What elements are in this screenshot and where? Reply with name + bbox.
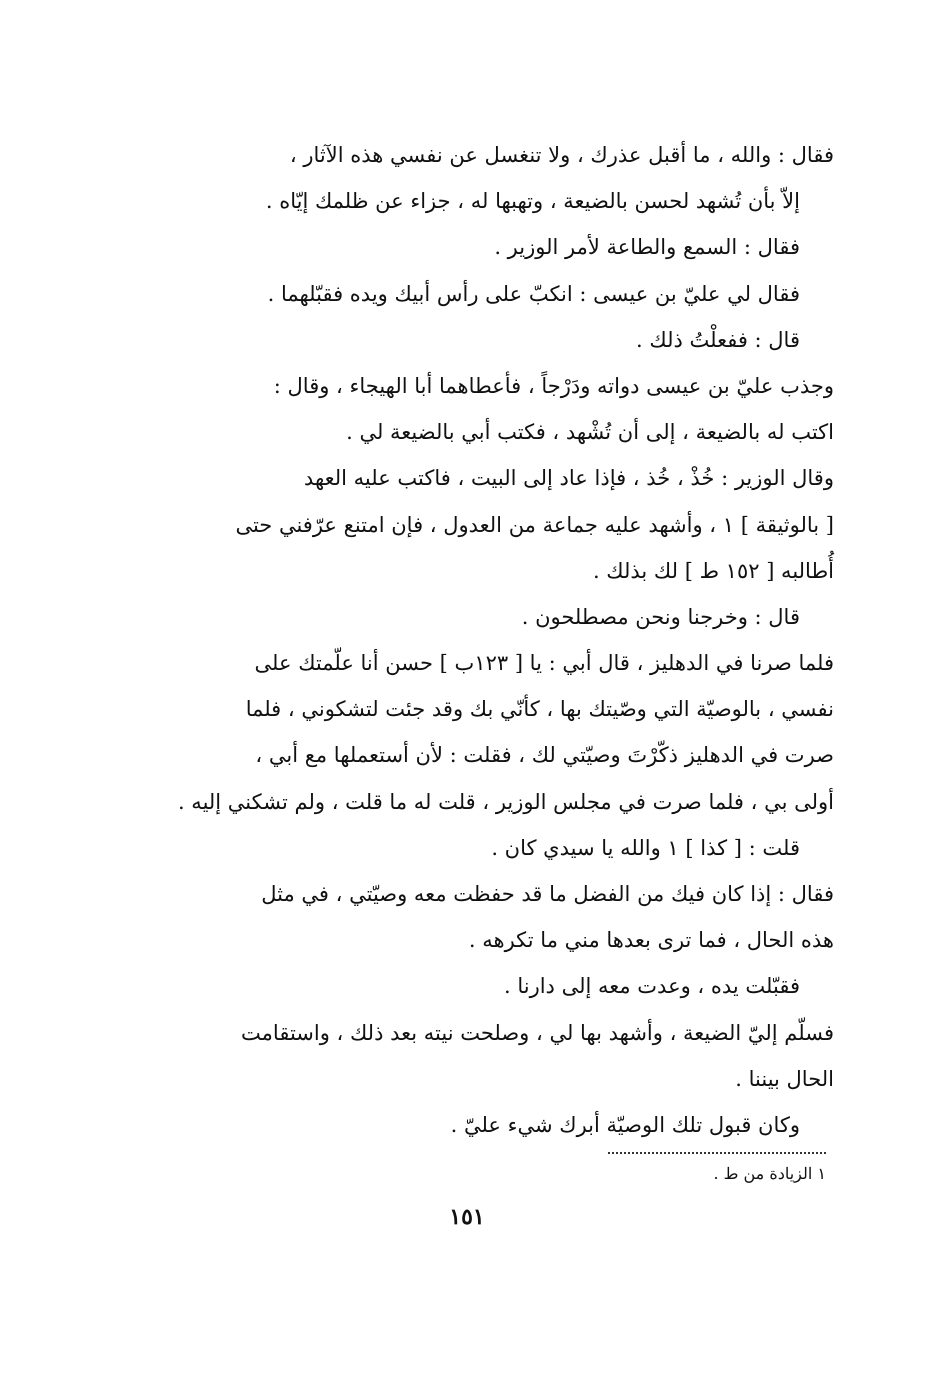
text-line: وجذب عليّ بن عيسى دواته ودَرْجاً ، فأعطاهما أبا الهيجاء ، وقال : — [273, 373, 834, 398]
text-line: أولى بي ، فلما صرت في مجلس الوزير ، قلت له ما قلت ، ولم تشكني إليه . — [177, 789, 834, 814]
text-line: فسلّم إليّ الضيعة ، وأشهد بها لي ، وصلحت نيته بعد ذلك ، واستقامت — [241, 1020, 834, 1045]
text-line: إلاّ بأن تُشهد لحسن بالضيعة ، وتهبها له ، جزاء عن ظلمك إيّاه . — [265, 189, 800, 214]
text-line: الحال بيننا . — [735, 1066, 834, 1091]
text-line: وقال الوزير : خُذْ ، خُذ ، فإذا عاد إلى البيت ، فاكتب عليه العهد — [303, 466, 834, 491]
text-line: صرت في الدهليز ذكّرْتَ وصيّتي لك ، فقلت : لأن أستعملها مع أبي ، — [255, 743, 834, 768]
text-line: فلما صرنا في الدهليز ، قال أبي : يا [ ١٢٣ب ] حسن أنا علّمتك على — [254, 651, 834, 676]
text-line: فقال : والله ، ما أقبل عذرك ، ولا تنغسل عن نفسي هذه الآثار ، — [289, 143, 834, 167]
footnote-divider — [608, 1152, 826, 1154]
text-line: قلت : [ كذا ] ١ والله يا سيدي كان . — [491, 835, 800, 860]
text-line: فقال : إذا كان فيك من الفضل ما قد حفظت معه وصيّتي ، في مثل — [261, 882, 834, 906]
text-line: قال : ففعلْتُ ذلك . — [636, 327, 800, 352]
footnote: ١ الزيادة من ط . — [713, 1164, 826, 1183]
body-text — [158, 132, 834, 1148]
text-line: قال : وخرجنا ونحن مصطلحون . — [521, 604, 800, 629]
text-line: اكتب له بالضيعة ، إلى أن تُشْهد ، فكتب أبي بالضيعة لي . — [346, 420, 834, 445]
text-line: أُطالبه [ ١٥٢ ط ] لك بذلك . — [592, 558, 834, 583]
text-line: [ بالوثيقة ] ١ ، وأشهد عليه جماعة من العدول ، فإن امتنع عرّفني حتى — [235, 512, 834, 537]
text-line: وكان قبول تلك الوصيّة أبرك شيء عليّ . — [450, 1112, 800, 1137]
text-line: هذه الحال ، فما ترى بعدها مني ما تكرهه . — [468, 928, 834, 953]
text-line: فقال : السمع والطاعة لأمر الوزير . — [494, 235, 800, 260]
text-line: فقبّلت يده ، وعدت معه إلى دارنا . — [503, 974, 800, 999]
page-number: ١٥١ — [449, 1204, 485, 1230]
text-line: فقال لي عليّ بن عيسى : انكبّ على رأس أبيك ويده فقبّلهما . — [267, 281, 800, 306]
text-line: نفسي ، بالوصيّة التي وصّيتك بها ، كأنّي بك وقد جئت لتشكوني ، فلما — [245, 697, 834, 722]
